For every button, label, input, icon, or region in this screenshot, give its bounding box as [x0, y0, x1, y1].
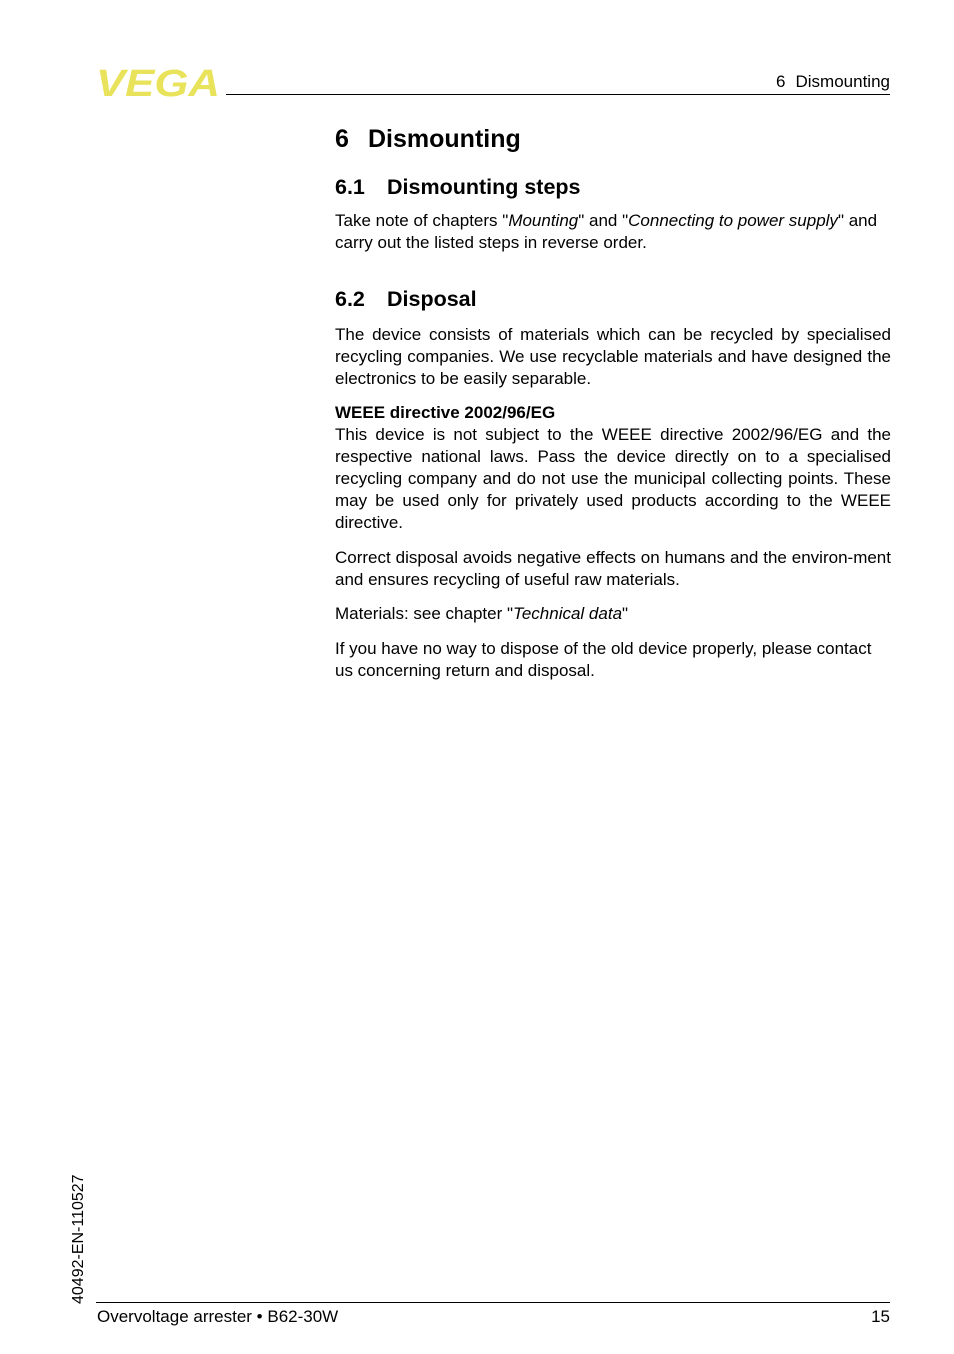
materials-paragraph	[335, 603, 891, 625]
section-title: Disposal	[387, 287, 477, 311]
chapter-heading-number: 6	[335, 125, 349, 153]
section-number: 6.1	[335, 175, 365, 199]
vega-logo	[96, 66, 220, 98]
chapter-reference: Technical data	[513, 604, 623, 623]
chapter-heading	[335, 123, 891, 155]
page-number: 15	[871, 1307, 890, 1326]
page-content	[335, 120, 891, 682]
correct-disposal-paragraph: Correct disposal avoids negative effects on humans and the environ-ment and ensures recycling of useful raw materials.	[335, 548, 891, 589]
chapter-heading-title: Dismounting	[368, 125, 521, 153]
text-run: Materials: see chapter "	[335, 604, 514, 623]
weee-paragraph: This device is not subject to the WEEE directive 2002/96/EG and the respective national laws. Pass the device directly on to a specialised recycling company and do not use the municipal collecting points. These may be used only for privately used products according to the WEEE directive.	[335, 425, 891, 532]
footer-product: Overvoltage arrester • B62-30W	[97, 1307, 339, 1326]
section-number: 6.2	[335, 287, 365, 311]
text-run: " and "	[578, 211, 629, 230]
disposal-paragraph: The device consists of materials which can be recycled by specialised recycling companies. We use recyclable materials and have designed the electronics to be easily separable.	[335, 325, 891, 388]
chapter-reference: Connecting to power supply	[628, 211, 838, 230]
text-run: Take note of chapters "	[335, 211, 509, 230]
chapter-reference: Mounting	[508, 211, 579, 230]
running-header-number: 6	[776, 72, 786, 91]
svg-text:VEGA: VEGA	[96, 66, 220, 98]
text-run: " and carry out the listed steps in reverse order.	[335, 211, 878, 252]
running-header-title: Dismounting	[795, 72, 890, 91]
footer-divider	[96, 1302, 890, 1303]
text-run: "	[622, 604, 629, 623]
vega-logo-icon	[96, 66, 220, 98]
document-id: 40492-EN-110527	[70, 1174, 87, 1304]
section-heading-6-2	[335, 285, 891, 313]
weee-heading: WEEE directive 2002/96/EG	[335, 403, 556, 422]
section-heading-6-1	[335, 173, 891, 201]
contact-paragraph: If you have no way to dispose of the old device properly, please contact us concerning return and disposal.	[335, 639, 872, 680]
running-header	[776, 72, 890, 92]
section-title: Dismounting steps	[387, 175, 581, 199]
header-divider	[226, 94, 890, 95]
dismounting-steps-paragraph	[335, 210, 891, 254]
